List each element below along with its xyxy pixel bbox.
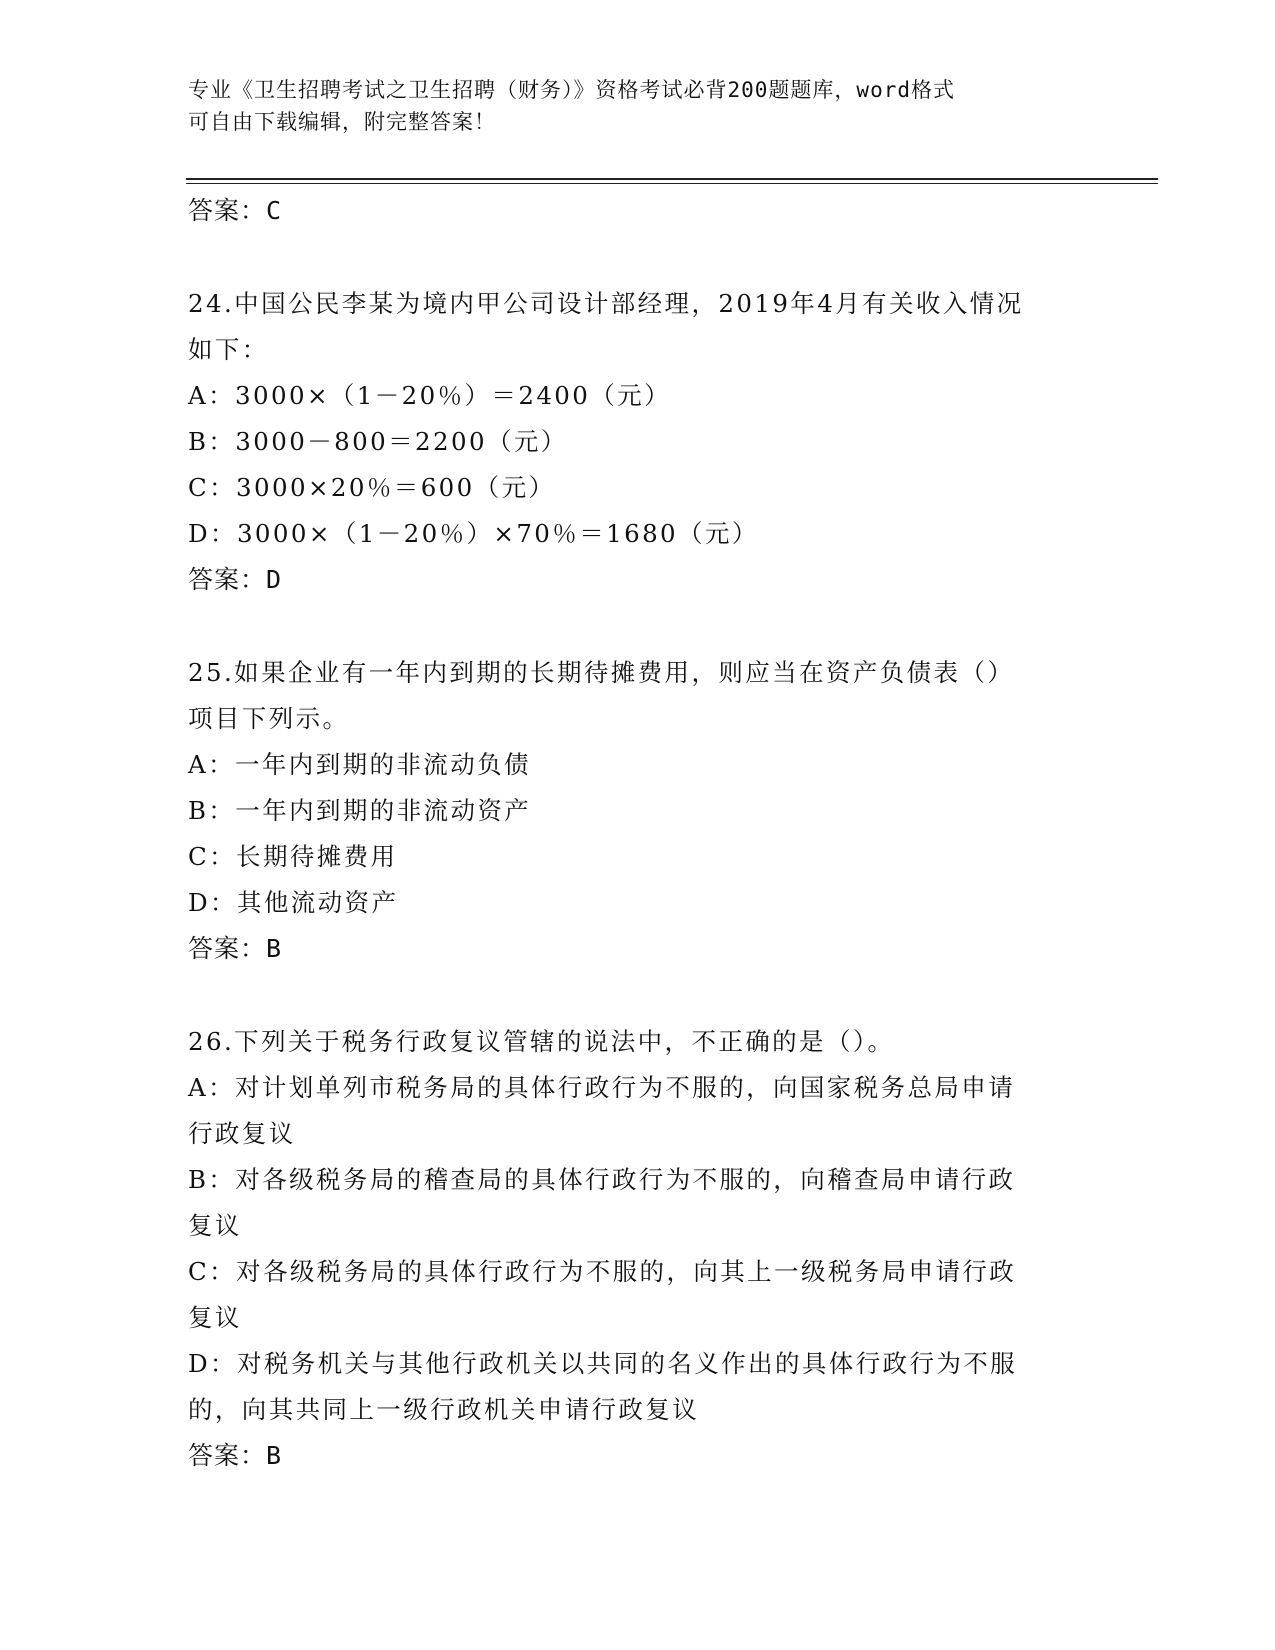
option-a: A：3000×（1－20％）＝2400（元） xyxy=(188,381,671,410)
question-26 xyxy=(188,1019,1088,1479)
question-stem: 25.如果企业有一年内到期的长期待摊费用，则应当在资产负债表（） xyxy=(188,658,1015,687)
header-divider-thin xyxy=(186,183,1158,184)
option-b: B：对各级税务局的稽查局的具体行政行为不服的，向稽查局申请行政 xyxy=(188,1165,1016,1194)
previous-answer: 答案：C xyxy=(188,196,283,225)
question-24 xyxy=(188,281,1088,603)
question-stem-continued: 如下： xyxy=(188,335,269,364)
option-a-continued: 行政复议 xyxy=(188,1119,296,1148)
question-stem-continued: 项目下列示。 xyxy=(188,704,350,733)
spacer xyxy=(188,234,1088,281)
option-c: C：长期待摊费用 xyxy=(188,842,398,871)
option-a: A：一年内到期的非流动负债 xyxy=(188,750,531,779)
option-c-continued: 复议 xyxy=(188,1303,242,1332)
option-c: C：3000×20％＝600（元） xyxy=(188,473,556,502)
option-d: D：对税务机关与其他行政机关以共同的名义作出的具体行政行为不服 xyxy=(188,1349,1018,1378)
answer: 答案：B xyxy=(188,1441,283,1470)
answer: 答案：D xyxy=(188,565,283,594)
spacer xyxy=(188,972,1088,1019)
option-c: C：对各级税务局的具体行政行为不服的，向其上一级税务局申请行政 xyxy=(188,1257,1017,1286)
question-list xyxy=(188,188,1088,1479)
option-d-continued: 的，向其共同上一级行政机关申请行政复议 xyxy=(188,1395,700,1424)
option-b: B：3000－800＝2200（元） xyxy=(188,427,568,456)
option-b: B：一年内到期的非流动资产 xyxy=(188,796,532,825)
option-d: D：3000×（1－20％）×70％＝1680（元） xyxy=(188,519,759,548)
header-divider-thick xyxy=(186,178,1158,180)
option-d: D：其他流动资产 xyxy=(188,888,399,917)
question-stem: 24.中国公民李某为境内甲公司设计部经理，2019年4月有关收入情况 xyxy=(188,289,1024,318)
question-25 xyxy=(188,650,1088,972)
header-line-2: 可自由下载编辑，附完整答案！ xyxy=(188,110,496,134)
header-line-1: 专业《卫生招聘考试之卫生招聘（财务）》资格考试必背200题题库，word格式 xyxy=(188,78,955,102)
spacer xyxy=(188,603,1088,650)
option-a: A：对计划单列市税务局的具体行政行为不服的，向国家税务总局申请 xyxy=(188,1073,1016,1102)
question-stem: 26.下列关于税务行政复议管辖的说法中，不正确的是（）。 xyxy=(188,1027,895,1056)
answer: 答案：B xyxy=(188,934,283,963)
option-b-continued: 复议 xyxy=(188,1211,242,1240)
document-header xyxy=(188,74,1068,138)
